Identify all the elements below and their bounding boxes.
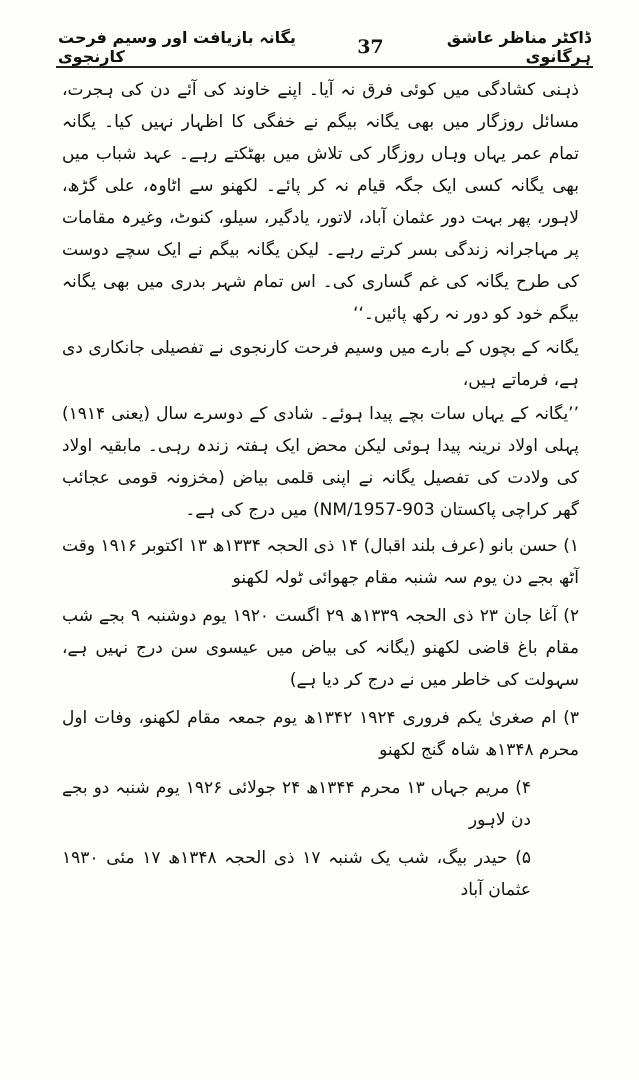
- page-body: [62, 74, 579, 912]
- list-item: ۱) حسن بانو (عرف بلند اقبال) ۱۴ ذی الحجہ ۱۳۳۴ھ ۱۳ اکتوبر ۱۹۱۶ وقت آٹھ بجے دن یوم سہ شنبہ مقام جھوائی ٹولہ لکھنو: [62, 536, 579, 588]
- paragraph-quote-end: ذہنی کشادگی میں کوئی فرق نہ آیا۔ اپنے خاوند کی آئے دن کی ہجرت، مسائل روزگار میں بھی یگانہ بیگم نے خفگی کا اظہار نہیں کیا۔ یگانہ تمام عمر یہاں وہاں روزگار کی تلاش میں بھٹکتے رہے۔ عہد شباب میں بھی یگانہ کسی ایک جگہ قیام نہ کر پائے۔ لکھنو سے اٹاوہ، علی گڑھ، لاہور، پھر بہت دور عثمان آباد، لاتور، یادگیر، سیلو، کنوٹ، وغیرہ مقامات پر مہاجرانہ زندگی بسر کرتے رہے۔ لیکن یگانہ بیگم نے ایک سچے دوست کی طرح یگانہ کی غم گساری کی۔ اس تمام شہر بدری میں بھی یگانہ بیگم خود کو دور نہ رکھ پائیں۔‘‘: [62, 80, 579, 324]
- running-header: [58, 30, 591, 64]
- header-rule: [56, 66, 593, 68]
- header-title: یگانہ بازیافت اور وسیم فرحت کارنجوی: [58, 28, 296, 66]
- header-author: ڈاکٹر مناظر عاشق ہرگانوی: [446, 28, 591, 66]
- paragraph-intro: یگانہ کے بچوں کے بارے میں وسیم فرحت کارنجوی نے تفصیلی جانکاری دی ہے، فرماتے ہیں،: [62, 338, 579, 390]
- list-item: ۳) ام صغریٰ یکم فروری ۱۹۲۴ ۱۳۴۲ھ یوم جمعہ مقام لکھنو، وفات اول محرم ۱۳۴۸ھ شاہ گنج لکھنو: [62, 708, 579, 760]
- paragraph-children: ’’یگانہ کے یہاں سات بچے پیدا ہوئے۔ شادی کے دوسرے سال (یعنی ۱۹۱۴) پہلی اولاد نرینہ پیدا ہوئی لیکن محض ایک ہفتہ زندہ رہی۔ مابقیہ اولاد کی ولادت کی تفصیل یگانہ نے اپنی قلمی بیاض (مخزونہ قومی عجائب گھر کراچی پاکستان NM/1957-903) میں درج کی ہے۔: [62, 404, 579, 520]
- list-item: ۵) حیدر بیگ، شب یک شنبہ ۱۷ ذی الحجہ ۱۳۴۸ھ ۱۷ مئی ۱۹۳۰ عثمان آباد: [62, 848, 531, 900]
- children-list: [62, 530, 579, 906]
- list-item: ۴) مریم جہاں ۱۳ محرم ۱۳۴۴ھ ۲۴ جولائی ۱۹۲۶ یوم شنبہ دو بجے دن لاہور: [62, 778, 531, 830]
- list-item: ۲) آغا جان ۲۳ ذی الحجہ ۱۳۳۹ھ ۲۹ اگست ۱۹۲۰ یوم دوشنبہ ۹ بجے شب مقام باغ قاضی لکھنو (یگانہ کی بیاض میں عیسوی سن درج نہیں ہے، سہولت کی خاطر میں نے درج کر دیا ہے): [62, 606, 579, 690]
- page-number: 37: [357, 36, 384, 58]
